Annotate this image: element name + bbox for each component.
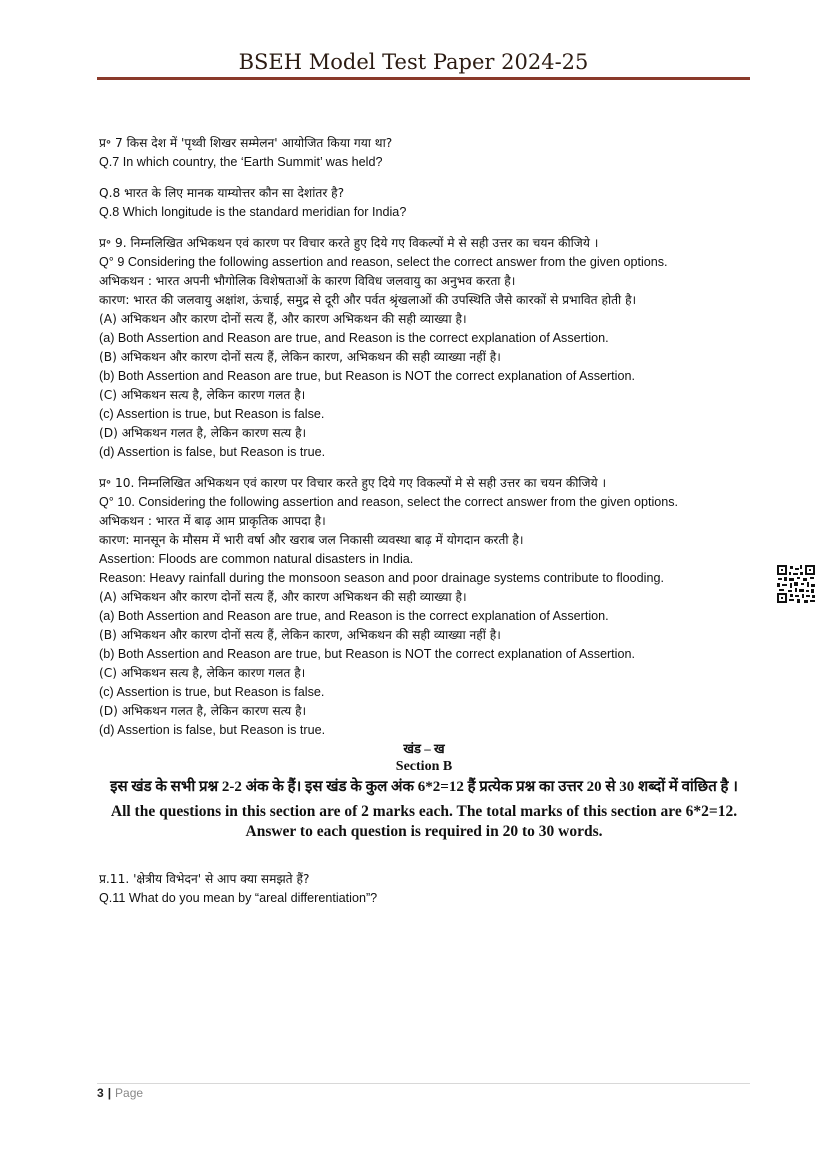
- page-label: Page: [115, 1086, 144, 1100]
- section-b-instructions-english: All the questions in this section are of 2 marks each. The total marks of this section are 6*2=12. Answer to each question is required in 20 to 30 words.: [110, 803, 738, 840]
- q10-option-a-hindi: (A) अभिकथन और कारण दोनों सत्य हैं, और कारण अभिकथन की सही व्याख्या है।: [99, 590, 467, 604]
- q9-option-d-hindi: (D) अभिकथन गलत है, लेकिन कारण सत्य है।: [99, 426, 307, 440]
- q9-reason-hindi: कारण: भारत की जलवायु अक्षांश, ऊंचाई, समुद्र से दूरी और पर्वत श्रृंखलाओं की उपस्थिति जैसे कारकों से प्रभावित होती है।: [99, 293, 637, 307]
- q9-option-a-english: (a) Both Assertion and Reason are true, and Reason is the correct explanation of Assertion.: [99, 331, 609, 345]
- q10-prompt-english: Q° 10. Considering the following assertion and reason, select the correct answer from the given options.: [99, 495, 679, 509]
- q10-option-d-english: (d) Assertion is false, but Reason is true.: [99, 723, 326, 737]
- q10-assertion-english: Assertion: Floods are common natural disasters in India.: [99, 552, 414, 566]
- q9-prompt-hindi: प्र॰ 9. निम्नलिखित अभिकथन एवं कारण पर विचार करते हुए दिये गए विकल्पों मे से सही उत्तर का चयन कीजिये ।: [99, 236, 599, 250]
- q10-prompt-hindi: प्र॰ 10. निम्नलिखित अभिकथन एवं कारण पर विचार करते हुए दिये गए विकल्पों मे से सही उत्तर का चयन कीजिये ।: [99, 476, 607, 490]
- page-content: [99, 134, 749, 908]
- q11-hindi: प्र.11. 'क्षेत्रीय विभेदन' से आप क्या समझते हैं?: [99, 872, 310, 886]
- header-divider: [97, 77, 750, 80]
- q8-english: Q.8 Which longitude is the standard meridian for India?: [99, 205, 407, 219]
- q10-option-b-hindi: (B) अभिकथन और कारण दोनों सत्य हैं, लेकिन कारण, अभिकथन की सही व्याख्या नहीं है।: [99, 628, 501, 642]
- q10-reason-english: Reason: Heavy rainfall during the monsoon season and poor drainage systems contribute to flooding.: [99, 571, 664, 585]
- q10-reason-hindi: कारण: मानसून के मौसम में भारी वर्षा और खराब जल निकासी व्यवस्था बाढ़ में योगदान करती है।: [99, 533, 524, 547]
- q9-option-d-english: (d) Assertion is false, but Reason is true.: [99, 445, 326, 459]
- q10-option-c-english: (c) Assertion is true, but Reason is false.: [99, 685, 325, 699]
- footer-separator: |: [107, 1086, 112, 1100]
- section-b-title-english: Section B: [395, 759, 453, 774]
- q9-option-c-english: (c) Assertion is true, but Reason is false.: [99, 407, 325, 421]
- q9-option-c-hindi: (C) अभिकथन सत्य है, लेकिन कारण गलत है।: [99, 388, 306, 402]
- q7-english: Q.7 In which country, the ‘Earth Summit’ was held?: [99, 155, 383, 169]
- section-b-instructions-hindi: इस खंड के सभी प्रश्न 2-2 अंक के हैं। इस खंड के कुल अंक 6*2=12 हैं प्रत्येक प्रश्न का उत्तर 20 से 30 शब्दों में वांछित है ।: [110, 779, 738, 795]
- q8-hindi: Q.8 भारत के लिए मानक याम्योत्तर कौन सा देशांतर है?: [99, 186, 345, 200]
- q9-option-a-hindi: (A) अभिकथन और कारण दोनों सत्य हैं, और कारण अभिकथन की सही व्याख्या है।: [99, 312, 467, 326]
- q10-option-b-english: (b) Both Assertion and Reason are true, but Reason is NOT the correct explanation of Assertion.: [99, 647, 635, 661]
- page-footer: [97, 1083, 750, 1100]
- section-b-title-hindi: खंड – ख: [403, 741, 445, 756]
- q11-english: Q.11 What do you mean by “areal differentiation”?: [99, 891, 378, 905]
- q7-hindi: प्र॰ 7 किस देश में 'पृथ्वी शिखर सम्मेलन' आयोजित किया गया था?: [99, 136, 393, 150]
- q9-option-b-english: (b) Both Assertion and Reason are true, but Reason is NOT the correct explanation of Assertion.: [99, 369, 635, 383]
- q10-option-c-hindi: (C) अभिकथन सत्य है, लेकिन कारण गलत है।: [99, 666, 306, 680]
- q10-option-d-hindi: (D) अभिकथन गलत है, लेकिन कारण सत्य है।: [99, 704, 307, 718]
- q9-option-b-hindi: (B) अभिकथन और कारण दोनों सत्य हैं, लेकिन कारण, अभिकथन की सही व्याख्या नहीं है।: [99, 350, 501, 364]
- q10-option-a-english: (a) Both Assertion and Reason are true, and Reason is the correct explanation of Assertion.: [99, 609, 609, 623]
- q9-prompt-english: Q° 9 Considering the following assertion and reason, select the correct answer from the given options.: [99, 255, 668, 269]
- q10-assertion-hindi: अभिकथन : भारत में बाढ़ आम प्राकृतिक आपदा है।: [99, 514, 326, 528]
- page-number: 3: [97, 1086, 104, 1100]
- page-header-title: BSEH Model Test Paper 2024-25: [238, 50, 589, 74]
- qr-code-icon: [776, 564, 816, 604]
- q9-assertion-hindi: अभिकथन : भारत अपनी भौगोलिक विशेषताओं के कारण विविध जलवायु का अनुभव करता है।: [99, 274, 516, 288]
